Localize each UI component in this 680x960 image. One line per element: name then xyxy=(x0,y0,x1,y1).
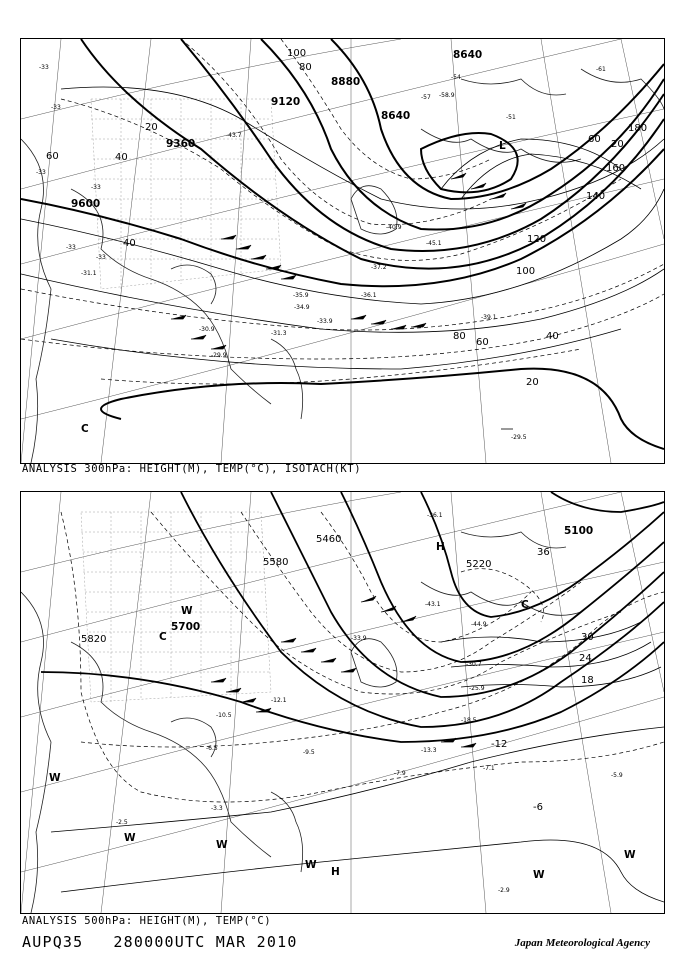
temp-observation: -37.2 xyxy=(371,264,387,271)
isotach-label: 120 xyxy=(527,234,547,245)
cold-center-label: C xyxy=(159,631,167,643)
temp-observation: -57 xyxy=(421,94,431,101)
temp-observation: -40.9 xyxy=(386,224,402,231)
warm-center-label: W xyxy=(533,869,545,881)
warm-center-label: W xyxy=(124,832,136,844)
chart-300hpa xyxy=(20,38,665,464)
contour-label-9600: 9600 xyxy=(71,198,101,210)
temp-observation: -29.9 xyxy=(211,352,227,359)
isotach-label: 40 xyxy=(546,331,559,342)
temp-observation: -9.5 xyxy=(303,749,315,756)
temp-observation: -39.1 xyxy=(481,314,497,321)
contour-label-5460: 5460 xyxy=(316,534,342,545)
temp-observation: -18.5 xyxy=(461,717,477,724)
temp-observation: -5.9 xyxy=(611,772,623,779)
temp-observation: -34.9 xyxy=(294,304,310,311)
wind-barbs xyxy=(211,596,476,747)
contour-label-5820: 5820 xyxy=(81,634,107,645)
isotach-label: 80 xyxy=(453,331,466,342)
temp-observation: -2.5 xyxy=(116,819,128,826)
isotach-label: 40 xyxy=(123,238,136,249)
caption-500hpa: ANALYSIS 500hPa: HEIGHT(M), TEMP(°C) xyxy=(22,915,272,927)
chart-500hpa xyxy=(20,491,665,914)
isotach-label: 20 xyxy=(526,377,539,388)
isotach-label: 80 xyxy=(299,62,312,73)
bulletin-header xyxy=(22,933,298,951)
temp-observation: -30.7 xyxy=(466,661,482,668)
temp-observation: -33 xyxy=(91,184,101,191)
warm-center-label: W xyxy=(305,859,317,871)
warm-center-label: W xyxy=(216,839,228,851)
temp-observation: -58.9 xyxy=(439,92,455,99)
station-temperatures xyxy=(116,512,623,894)
high-center-label: H xyxy=(436,541,445,553)
isotach-label: 60 xyxy=(46,151,59,162)
isotherms-dashed xyxy=(61,512,664,802)
isotherms-solid xyxy=(51,622,664,902)
isotherm-labels xyxy=(491,547,594,813)
isotherm-label: 30 xyxy=(581,632,594,643)
valid-time: 280000UTC MAR 2010 xyxy=(113,933,298,951)
isotherm-label: 18 xyxy=(581,675,594,686)
contour-label-5580: 5580 xyxy=(263,557,289,568)
isotherms-dashed xyxy=(21,39,664,384)
temp-observation: -43.7 xyxy=(226,132,242,139)
temp-observation: -30.9 xyxy=(199,326,215,333)
contour-label-8640-b: 8640 xyxy=(453,49,483,61)
temp-observation: -33.9 xyxy=(351,635,367,642)
cold-center-label: C xyxy=(81,423,89,435)
temp-observation: -44.9 xyxy=(471,621,487,628)
temp-observation: -7.9 xyxy=(394,770,406,777)
map-300hpa xyxy=(21,39,664,463)
temp-observation: -12.1 xyxy=(271,697,287,704)
bulletin-id: AUPQ35 xyxy=(22,933,84,951)
isotach-label: 180 xyxy=(628,123,648,134)
temp-observation: -36.1 xyxy=(427,512,443,519)
temp-observation: -31.3 xyxy=(271,330,287,337)
height-contours xyxy=(21,39,664,449)
isotach-label: 100 xyxy=(287,48,307,59)
temp-observation: -33 xyxy=(96,254,106,261)
isotach-label: 140 xyxy=(586,191,606,202)
isotach-label: 100 xyxy=(516,266,536,277)
isotherm-label: -12 xyxy=(491,739,508,750)
temp-observation: -45.1 xyxy=(426,240,442,247)
temp-observation: -3.3 xyxy=(211,805,223,812)
contour-label-8640-a: 8640 xyxy=(381,110,411,122)
isotach-label: 20 xyxy=(611,139,624,150)
temp-observation: -25.9 xyxy=(469,685,485,692)
contour-label-9360: 9360 xyxy=(166,138,196,150)
temp-observation: -13.3 xyxy=(421,747,437,754)
agency-name: Japan Meteorological Agency xyxy=(514,937,650,949)
temp-observation: -2.9 xyxy=(498,887,510,894)
temp-observation: -35.9 xyxy=(293,292,309,299)
temp-observation: -6.5 xyxy=(206,745,218,752)
contour-label-8880: 8880 xyxy=(331,76,361,88)
isotach-label: 160 xyxy=(606,163,626,174)
temp-observation: -29.5 xyxy=(511,434,527,441)
contour-label-5700: 5700 xyxy=(171,621,201,633)
isotach-label: 60 xyxy=(476,337,489,348)
graticule xyxy=(21,492,664,913)
isotherm-label: 36 xyxy=(537,547,550,558)
hatched-region xyxy=(91,99,281,289)
temp-observation: -61 xyxy=(596,66,606,73)
temp-observation: -43.1 xyxy=(425,601,441,608)
warm-center-label: W xyxy=(624,849,636,861)
temp-observation: -31.1 xyxy=(81,270,97,277)
contour-label-9120: 9120 xyxy=(271,96,301,108)
contour-label-5100: 5100 xyxy=(564,525,594,537)
temp-observation: -33 xyxy=(66,244,76,251)
map-500hpa xyxy=(21,492,664,913)
temp-observation: -36.1 xyxy=(361,292,377,299)
temp-observation: -33 xyxy=(36,169,46,176)
temp-observation: -10.5 xyxy=(216,712,232,719)
contour-label-5220: 5220 xyxy=(466,559,492,570)
temp-observation: -33 xyxy=(39,64,49,71)
caption-300hpa: ANALYSIS 300hPa: HEIGHT(M), TEMP(°C), ISOTACH(KT) xyxy=(22,463,362,475)
temp-observation: -51 xyxy=(506,114,516,121)
isotach-label: 20 xyxy=(145,122,158,133)
hatched-region xyxy=(81,512,271,702)
high-center-label: H xyxy=(331,866,340,878)
temp-observation: -33 xyxy=(51,104,61,111)
coastlines xyxy=(21,69,664,463)
warm-center-label: W xyxy=(181,605,193,617)
temp-observation: -54 xyxy=(451,74,461,81)
isotach-label: 40 xyxy=(115,152,128,163)
warm-center-label: W xyxy=(49,772,61,784)
isotach-label: 60 xyxy=(588,134,601,145)
cold-center-label: C xyxy=(521,599,529,611)
temp-observation: -33.9 xyxy=(317,318,333,325)
isotherm-label: -6 xyxy=(533,802,543,813)
isotherm-label: 24 xyxy=(579,653,592,664)
low-center-label: L xyxy=(499,140,506,152)
height-contour-labels xyxy=(81,525,593,645)
temp-observation: -7.1 xyxy=(483,765,495,772)
